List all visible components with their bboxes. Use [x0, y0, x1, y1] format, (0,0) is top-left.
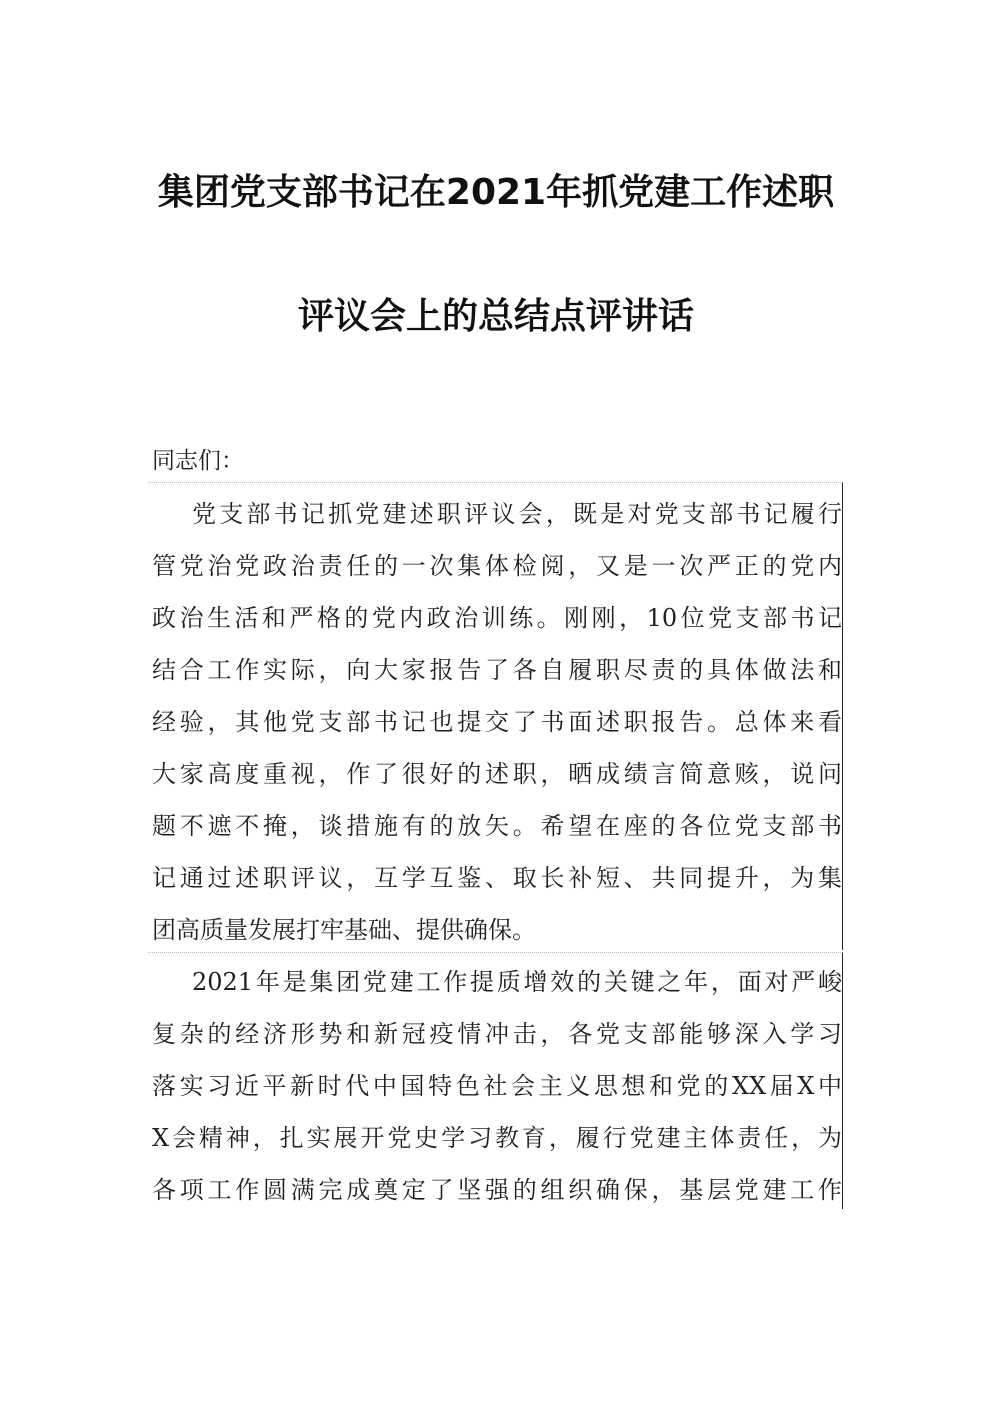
paragraph-2-line: 复杂的经济形势和新冠疫情冲击，各党支部能够深入学习	[152, 1020, 842, 1048]
paragraph-2-line: 各项工作圆满完成奠定了坚强的组织确保，基层党建工作	[152, 1176, 842, 1204]
paragraph-1-line: 党支部书记抓党建述职评议会，既是对党支部书记履行	[192, 500, 842, 528]
paragraph-1-line: 团高质量发展打牢基础、提供确保。	[152, 916, 536, 944]
paragraph-1-line: 题不遮不掩，谈措施有的放矢。希望在座的各位党支部书	[152, 812, 842, 840]
salutation: 同志们：	[152, 448, 244, 474]
document-title-line-1: 集团党支部书记在2021年抓党建工作述职	[157, 172, 835, 213]
document-title-line-2: 评议会上的总结点评讲话	[297, 296, 694, 337]
paragraph-1-line: 记通过述职评议，互学互鉴、取长补短、共同提升，为集	[152, 864, 842, 892]
paragraph-1-line: 大家高度重视，作了很好的述职，晒成绩言简意赅，说问	[152, 760, 842, 788]
paragraph-2-line: 2021年是集团党建工作提质增效的关键之年，面对严峻	[192, 968, 842, 996]
paragraph-1-line: 政治生活和严格的党内政治训练。刚刚，10位党支部书记	[152, 604, 842, 632]
paragraph-2	[148, 952, 843, 1209]
paragraph-2-line: 落实习近平新时代中国特色社会主义思想和党的XX届X中	[152, 1072, 842, 1100]
paragraph-2-line: X会精神，扎实展开党史学习教育，履行党建主体责任，为	[152, 1124, 842, 1152]
paragraph-1-line: 管党治党政治责任的一次集体检阅，又是一次严正的党内	[152, 552, 842, 580]
paragraph-1	[148, 482, 843, 950]
paragraph-1-line: 结合工作实际，向大家报告了各自履职尽责的具体做法和	[152, 656, 842, 684]
paragraph-1-line: 经验，其他党支部书记也提交了书面述职报告。总体来看	[152, 708, 842, 736]
